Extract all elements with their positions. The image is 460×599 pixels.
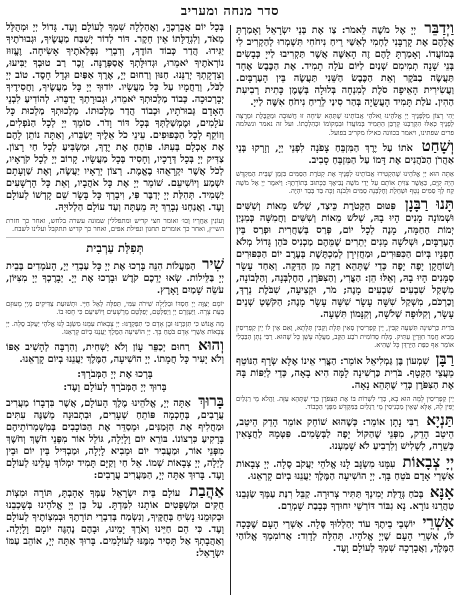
paragraph-baruch bbox=[6, 392, 224, 482]
commentary-instructions: וְעוֹנִין אַחֲרָיו וְכוּ׳ ואומר חצי קדיש ומתפללין שמונה עשרה בלחש, ואחר כך חזרת הש״ץ, ואחר כך אומרים תחנון ונפילת אפים, ואחר כך קדיש תתקבל ועלינו לשבח. bbox=[6, 217, 224, 234]
paragraph-vaydaber bbox=[236, 22, 454, 109]
paragraph-tanu-rabanan bbox=[236, 195, 454, 321]
paragraph-ahavat-olam bbox=[6, 482, 224, 560]
paragraph-text: פִּטּוּם הַקְּטֹרֶת כֵּיצַד, שְׁלֹשׁ מֵאוֹת וְשִׁשִּׁים וּשְׁמוֹנָה מָנִים הָיוּ בָהּ, שְׁלֹשׁ מֵאוֹת וְשִׁשִּׁים וַחֲמִשָּׁה כְּמִנְיַן יְמוֹת הַחַמָּה, מָנֶה לְכָל יוֹם, פְּרַס בְּשַׁחֲרִית וּפְרַס בֵּין הָעַרְבָּיִם, וּשְׁלֹשָׁה מָנִים יְתֵרִים שֶׁמֵּהֶם מַכְנִיס כֹּהֵן גָּדוֹל מְלֹא חָפְנָיו בְּיוֹם הַכִּפּוּרִים, וּמַחֲזִירָן לְמַכְתֶּשֶׁת בְּעֶרֶב יוֹם הַכִּפּוּרִים וְשׁוֹחֲקָן יָפֶה יָפֶה כְּדֵי שֶׁתְּהֵא דַקָּה מִן הַדַּקָּה. וְאַחַד עָשָׂר סַמָּנִים הָיוּ בָהּ, וְאֵלּוּ הֵן: הַצֳּרִי, וְהַצִּפֹּרֶן, הַחֶלְבְּנָה, וְהַלְּבוֹנָה, מִשְׁקַל שִׁבְעִים שִׁבְעִים מָנֶה; מֹר, וּקְצִיעָה, שִׁבֹּלֶת נֵרְדְּ, וְכַרְכֹּם, מִשְׁקַל שִׁשָּׁה עָשָׂר שִׁשָּׁה עָשָׂר מָנֶה; הַקֹּשְׁטְ שְׁנֵים עָשָׂר, וְקִלּוּפָה שְׁלֹשָׁה, וְקִנָּמוֹן תִּשְׁעָה. bbox=[236, 201, 454, 321]
section-separator bbox=[6, 237, 224, 238]
paragraph-text: רַבִּי נָתָן אוֹמֵר: כְּשֶׁהוּא שׁוֹחֵק אוֹמֵר הָדֵק הֵיטֵב, הֵיטֵב הָדֵק, מִפְּנֵי שֶׁהַקּוֹל יָפֶה לַבְּשָׂמִים. פִּטְּמָהּ לַחֲצָאִין כְּשֵׁרָה, לִשְׁלִישׁ וְלִרְבִיעַ לֹא שָׁמַעְנוּ. bbox=[236, 417, 454, 453]
paragraph-text: הַמַּעֲלוֹת הִנֵּה בָּרְכוּ אֶת יְיָ כָּל עַבְדֵי יְיָ, הָעֹמְדִים בְּבֵית יְיָ בַּלֵּילוֹת. שְׂאוּ יְדֵכֶם קֹדֶשׁ וּבָרְכוּ אֶת יְיָ. יְבָרֶכְךָ יְיָ מִצִּיּוֹן, עֹשֵׂה שָׁמַיִם וָאָרֶץ. bbox=[6, 260, 224, 296]
commentary-yehi-ratzon: יְהִי רָצוֹן מִלְּפָנֶיךָ יְיָ אֱלֹהֵינוּ וֵאלֹהֵי אֲבוֹתֵינוּ שֶׁתְּהֵא שִׂיחָה זוּ חֲשׁוּבָה וּמְקֻבֶּלֶת וּמְרֻצָּה לְפָנֶיךָ כְּאִלּוּ הִקְרַבְנוּ קָרְבַּן הַתָּמִיד בְּמוֹעֲדוֹ וּבִמְקוֹמוֹ וּכְהִלְכָתוֹ. ועל זה נאמר ונשלמה פרים שפתינו, ויאמר בכוונה כאילו מקריב בפועל. bbox=[236, 112, 454, 137]
lead-word: וְהוּא bbox=[198, 336, 224, 355]
paragraph-tehila-ledavid: בְּכָל יוֹם אֲבָרְכֶךָּ, וַאֲהַלְלָה שִׁמְךָ לְעוֹלָם וָעֶד. גָּדוֹל יְיָ וּמְהֻלָּל מְאֹד, וְלִגְדֻלָּתוֹ אֵין חֵקֶר. דּוֹר לְדוֹר יְשַׁבַּח מַעֲשֶׂיךָ, וּגְבוּרֹתֶיךָ יַגִּידוּ. הֲדַר כְּבוֹד הוֹדֶךָ, וְדִבְרֵי נִפְלְאֹתֶיךָ אָשִׂיחָה. וֶעֱזוּז נוֹרְאֹתֶיךָ יֹאמֵרוּ, וּגְדוּלָּתְךָ אֲסַפְּרֶנָּה. זֵכֶר רַב טוּבְךָ יַבִּיעוּ, וְצִדְקָתְךָ יְרַנֵּנוּ. חַנּוּן וְרַחוּם יְיָ, אֶרֶךְ אַפַּיִם וּגְדָל חָסֶד. טוֹב יְיָ לַכֹּל, וְרַחֲמָיו עַל כָּל מַעֲשָׂיו. יוֹדוּךָ יְיָ כָּל מַעֲשֶׂיךָ, וַחֲסִידֶיךָ יְבָרְכוּכָה. כְּבוֹד מַלְכוּתְךָ יֹאמֵרוּ, וּגְבוּרָתְךָ יְדַבֵּרוּ. לְהוֹדִיעַ לִבְנֵי הָאָדָם גְּבוּרֹתָיו, וּכְבוֹד הֲדַר מַלְכוּתוֹ. מַלְכוּתְךָ מַלְכוּת כָּל עֹלָמִים, וּמֶמְשַׁלְתְּךָ בְּכָל דּוֹר וָדֹר. סוֹמֵךְ יְיָ לְכָל הַנֹּפְלִים, וְזוֹקֵף לְכָל הַכְּפוּפִים. עֵינֵי כֹל אֵלֶיךָ יְשַׂבֵּרוּ, וְאַתָּה נוֹתֵן לָהֶם אֶת אָכְלָם בְּעִתּוֹ. פּוֹתֵחַ אֶת יָדֶךָ, וּמַשְׂבִּיעַ לְכָל חַי רָצוֹן. צַדִּיק יְיָ בְּכָל דְּרָכָיו, וְחָסִיד בְּכָל מַעֲשָׂיו. קָרוֹב יְיָ לְכָל קֹרְאָיו, לְכֹל אֲשֶׁר יִקְרָאֻהוּ בֶאֱמֶת. רְצוֹן יְרֵאָיו יַעֲשֶׂה, וְאֶת שַׁוְעָתָם יִשְׁמַע וְיוֹשִׁיעֵם. שׁוֹמֵר יְיָ אֶת כָּל אֹהֲבָיו, וְאֵת כָּל הָרְשָׁעִים יַשְׁמִיד. תְּהִלַּת יְיָ יְדַבֶּר פִּי, וִיבָרֵךְ כָּל בָּשָׂר שֵׁם קָדְשׁוֹ לְעוֹלָם וָעֶד. וַאֲנַחְנוּ נְבָרֵךְ יָהּ מֵעַתָּה וְעַד עוֹלָם הַלְלוּיָהּ. bbox=[6, 22, 224, 213]
left-column bbox=[6, 22, 224, 594]
paragraph-shir-hamaalot bbox=[6, 254, 224, 297]
page-title: סדר מנחה ומעריב bbox=[180, 4, 280, 19]
paragraph-ashrei bbox=[236, 513, 454, 555]
paragraph-ana bbox=[236, 483, 454, 513]
commentary-yomam: יוֹמָם יְצַוֶּה יְיָ חַסְדּוֹ וּבַלַּיְלָה שִׁירֹה עִמִּי, תְּפִלָּה לְאֵל חַיָּי. וּתְשׁוּעַת צַדִּיקִים מֵיְיָ מָעוּזָּם בְּעֵת צָרָה. וַיַּעְזְרֵם יְיָ וַיְפַלְּטֵם, יְפַלְּטֵם מֵרְשָׁעִים וְיוֹשִׁיעֵם כִּי חָסוּ בוֹ. bbox=[6, 299, 224, 317]
paragraph-veshachat bbox=[236, 137, 454, 167]
paragraph-tzevaot bbox=[236, 453, 454, 483]
lead-word: אַשְׁרֵי bbox=[422, 513, 454, 532]
paragraph-text: אַתָּה יְיָ, אֱלֹהֵינוּ מֶלֶךְ הָעוֹלָם, אֲשֶׁר בִּדְבָרוֹ מַעֲרִיב עֲרָבִים, בְּחָכְמָה פּוֹתֵחַ שְׁעָרִים, וּבִתְבוּנָה מְשַׁנֶּה עִתִּים וּמַחֲלִיף אֶת הַזְּמַנִּים, וּמְסַדֵּר אֶת הַכּוֹכָבִים בְּמִשְׁמְרוֹתֵיהֶם בָּרָקִיעַ כִּרְצוֹנוֹ. בּוֹרֵא יוֹם וָלָיְלָה, גּוֹלֵל אוֹר מִפְּנֵי חֹשֶׁךְ וְחֹשֶׁךְ מִפְּנֵי אוֹר, וּמַעֲבִיר יוֹם וּמֵבִיא לָיְלָה, וּמַבְדִּיל בֵּין יוֹם וּבֵין לָיְלָה, יְיָ צְבָאוֹת שְׁמוֹ. אֵל חַי וְקַיָּם תָּמִיד יִמְלוֹךְ עָלֵינוּ לְעוֹלָם וָעֶד. בָּרוּךְ אַתָּה יְיָ, הַמַּעֲרִיב עֲרָבִים: bbox=[6, 398, 224, 482]
commentary-yein: יֵין קַפְרִיסִין לָמָּה הוּא בָא, כְּדֵי לִשְׁרוֹת בּוֹ אֶת הַצִּפֹּרֶן כְּדֵי שֶׁתְּהֵא עַזָּה. וַהֲלֹא מֵי רַגְלַיִם יָפִין לָהּ, אֶלָּא שֶׁאֵין מַכְנִיסִין מֵי רַגְלַיִם בַּמִּקְדָּשׁ מִפְּנֵי הַכָּבוֹד. bbox=[236, 394, 454, 412]
lead-word: בָּרוּךְ bbox=[198, 392, 224, 411]
column-divider bbox=[230, 25, 231, 595]
lead-word: אָנָּא bbox=[429, 483, 454, 502]
paragraph-text: יְיָ אֶל מֹשֶׁה לֵּאמֹר: צַו אֶת בְּנֵי יִשְׂרָאֵל וְאָמַרְתָּ אֲלֵהֶם אֶת קָרְבָּנִי לַחְמִי לְאִשַּׁי רֵיחַ נִיחֹחִי תִּשְׁמְרוּ לְהַקְרִיב לִי בְּמוֹעֲדוֹ. וְאָמַרְתָּ לָהֶם זֶה הָאִשֶּׁה אֲשֶׁר תַּקְרִיבוּ לַייָ כְּבָשִׂים בְּנֵי שָׁנָה תְמִימִם שְׁנַיִם לַיּוֹם עֹלָה תָמִיד. אֶת הַכֶּבֶשׂ אֶחָד תַּעֲשֶׂה בַבֹּקֶר וְאֵת הַכֶּבֶשׂ הַשֵּׁנִי תַּעֲשֶׂה בֵּין הָעַרְבָּיִם. וַעֲשִׂירִית הָאֵיפָה סֹלֶת לְמִנְחָה בְּלוּלָה בְּשֶׁמֶן כָּתִית רְבִיעִת הַהִין. עֹלַת תָּמִיד הָעֲשֻׂיָה בְּהַר סִינַי לְרֵיחַ נִיחֹחַ אִשֶּׁה לַייָ. bbox=[236, 25, 454, 108]
commentary-ma-enosh: מָה אֱנוֹשׁ כִּי תִזְכְּרֶנּוּ וּבֶן אָדָם כִּי תִפְקְדֶנּוּ: יְיָ צְבָאוֹת עִמָּנוּ מִשְׂגָּב לָנוּ אֱלֹהֵי יַעֲקֹב סֶלָה. יְיָ צְבָאוֹת אַשְׁרֵי אָדָם בֹּטֵחַ בָּךְ. יְיָ הוֹשִׁיעָה הַמֶּלֶךְ יַעֲנֵנוּ בְיוֹם קָרְאֵנוּ. bbox=[6, 319, 224, 337]
lead-word: רַבָּן bbox=[435, 349, 454, 368]
lead-word: וַיְדַבֵּר bbox=[424, 22, 454, 37]
paragraph-text: עוֹלָם בֵּית יִשְׂרָאֵל עַמְּךָ אָהָבְתָּ, תּוֹרָה וּמִצְוֹת חֻקִּים וּמִשְׁפָּטִים אוֹתָנוּ לִמַּדְתָּ. עַל כֵּן יְיָ אֱלֹהֵינוּ בְּשָׁכְבֵנוּ וּבְקוּמֵנוּ נָשִׂיחַ בְּחֻקֶּיךָ, וְנִשְׂמַח בְּדִבְרֵי תוֹרָתֶךָ וּבְמִצְוֹתֶיךָ לְעוֹלָם וָעֶד. כִּי הֵם חַיֵּינוּ וְאֹרֶךְ יָמֵינוּ, וּבָהֶם נֶהְגֶּה יוֹמָם וָלָיְלָה. וְאַהֲבָתְךָ אַל תָּסִיר מִמֶּנּוּ לְעוֹלָמִים. בָּרוּךְ אַתָּה יְיָ, אוֹהֵב עַמּוֹ יִשְׂרָאֵל: bbox=[6, 488, 224, 560]
response-line: בָּרוּךְ יְיָ הַמְּבֹרָךְ לְעוֹלָם וָעֶד: bbox=[63, 382, 167, 394]
paragraph-tanya bbox=[236, 411, 454, 453]
paragraph-text: עִמָּנוּ מִשְׂגָּב לָנוּ אֱלֹהֵי יַעֲקֹב סֶלָה. יְיָ צְבָאוֹת אַשְׁרֵי אָדָם בֹּטֵחַ בָּךְ. יְיָ הוֹשִׁיעָה הַמֶּלֶךְ יַעֲנֵנוּ בְיוֹם קָרְאֵנוּ. bbox=[236, 459, 454, 483]
section-title-arvit: תְּפִלַּת עַרְבִית bbox=[86, 240, 144, 255]
barchu-line: בָּרְכוּ אֶת יְיָ הַמְּבֹרָךְ: bbox=[77, 369, 153, 381]
commentary-borit: בֹּרִית כַּרְשִׁינָה תִּשְׁעָה קַבִּין, יֵין קַפְרִיסִין סְאִין תְּלָת וְקַבִּין תְּלָתָא, וְאִם אֵין לוֹ יֵין קַפְרִיסִין מֵבִיא חֲמַר חִוַּרְיָן עַתִּיק. מֶלַח סְדוֹמִית רֹבַע הַקַּב, מַעֲלֶה עָשָׁן כָּל שֶׁהוּא. רַבִּי נָתָן הַבַּבְלִי אוֹמֵר אַף כִּפַּת הַיַּרְדֵּן כָּל שֶׁהִיא. bbox=[236, 324, 454, 350]
paragraph-vehu-rachum bbox=[6, 336, 224, 366]
paragraph-text: בְּכֹחַ גְּדֻלַּת יְמִינְךָ תַּתִּיר צְרוּרָה. קַבֵּל רִנַּת עַמְּךָ שַׂגְּבֵנוּ טַהֲרֵנוּ נוֹרָא. נָא גִבּוֹר דּוֹרְשֵׁי יִחוּדְךָ כְּבָבַת שָׁמְרֵם. bbox=[236, 489, 454, 513]
right-column bbox=[236, 22, 454, 594]
lead-word: תָּנוּ רַבָּנָן bbox=[404, 195, 454, 214]
lead-word: אַהֲבַת bbox=[189, 482, 224, 501]
paragraph-text: רַחוּם יְכַפֵּר עָוֹן וְלֹא יַשְׁחִית, וְהִרְבָּה לְהָשִׁיב אַפּוֹ וְלֹא יָעִיר כָּל חֲמָתוֹ. יְיָ הוֹשִׁיעָה, הַמֶּלֶךְ יַעֲנֵנוּ בְיוֹם קָרְאֵנוּ. bbox=[6, 342, 224, 366]
lead-word: יְיָ צְבָאוֹת bbox=[402, 453, 454, 472]
paragraph-text: יוֹשְׁבֵי בֵיתֶךָ עוֹד יְהַלְלוּךָ סֶּלָה. אַשְׁרֵי הָעָם שֶׁכָּכָה לּוֹ, אַשְׁרֵי הָעָם שֶׁיְיָ אֱלֹהָיו. תְּהִלָּה לְדָוִד: אֲרוֹמִמְךָ אֱלוֹהַי הַמֶּלֶךְ, וַאֲבָרְכָה שִׁמְךָ לְעוֹלָם וָעֶד. bbox=[236, 519, 454, 555]
paragraph-text: אֹתוֹ עַל יֶרֶךְ הַמִּזְבֵּחַ צָפֹנָה לִפְנֵי יְיָ, וְזָרְקוּ בְּנֵי אַהֲרֹן הַכֹּהֲנִים אֶת דָּמוֹ עַל הַמִּזְבֵּחַ סָבִיב. bbox=[236, 143, 454, 167]
lead-word: שִׁיר bbox=[202, 254, 224, 273]
commentary-ata-hu: אַתָּה הוּא יְיָ אֱלֹהֵינוּ שֶׁהִקְטִירוּ אֲבוֹתֵינוּ לְפָנֶיךָ אֶת קְטֹרֶת הַסַּמִּים בִּזְמַן שֶׁבֵּית הַמִּקְדָּשׁ הָיָה קַיָּם, כַּאֲשֶׁר צִוִּיתָ אוֹתָם עַל יְדֵי מֹשֶׁה נְבִיאֶךָ כַּכָּתוּב בְּתוֹרָתֶךָ: וַיֹּאמֶר יְיָ אֶל מֹשֶׁה קַח לְךָ סַמִּים נָטָף וּשְׁחֵלֶת וְחֶלְבְּנָה סַמִּים וּלְבֹנָה זַכָּה בַּד בְּבַד יִהְיֶה. bbox=[236, 170, 454, 196]
lead-word: תַּנְיָא bbox=[426, 411, 454, 430]
paragraph-raban bbox=[236, 349, 454, 392]
paragraph-text: שִׁמְעוֹן בֶּן גַּמְלִיאֵל אוֹמֵר: הַצֳּרִי אֵינוֹ אֶלָּא שְׂרָף הַנּוֹטֵף מֵעֲצֵי הַקְּטָף. בֹּרִית כַּרְשִׁינָה לָמָּה הִיא בָאָה, כְּדֵי לְיַפּוֹת בָּהּ אֶת הַצִּפֹּרֶן כְּדֵי שֶׁתְּהֵא נָאָה. bbox=[236, 355, 454, 391]
lead-word: וְשָׁחַט bbox=[421, 137, 454, 156]
